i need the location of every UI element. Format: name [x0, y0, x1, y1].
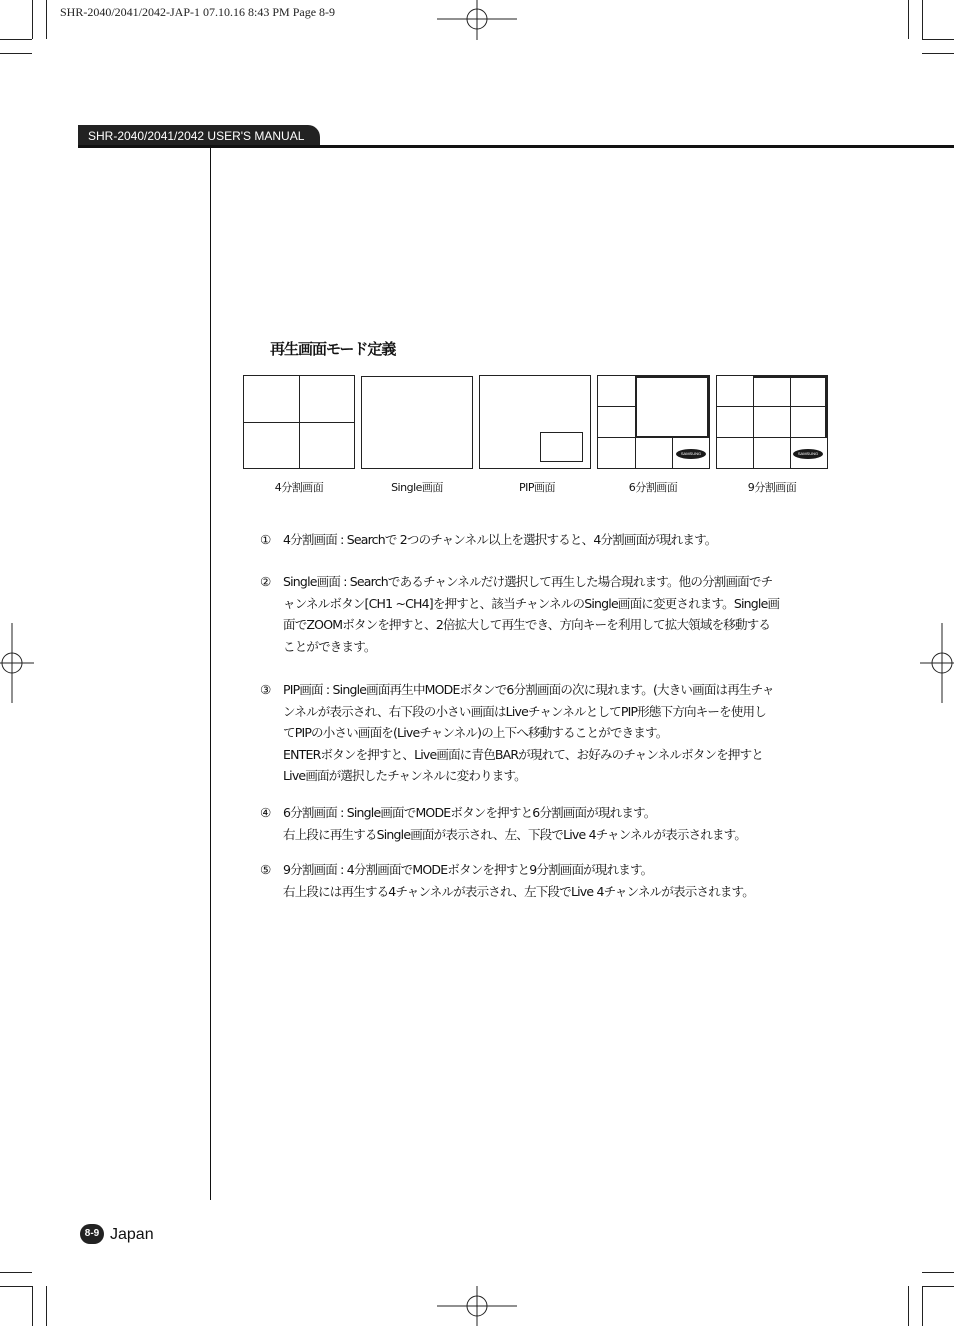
item-text: ことができます。	[283, 638, 376, 654]
crop-mark	[32, 1286, 33, 1326]
crop-mark	[908, 0, 909, 39]
crop-mark	[46, 1286, 47, 1326]
item-number: ③	[260, 682, 271, 697]
diagram-single	[361, 376, 473, 469]
crop-mark	[0, 1272, 32, 1273]
list-item	[260, 802, 820, 845]
margin-rule	[210, 148, 211, 1200]
item-text: 面でZOOMボタンを押すと、2倍拡大して再生でき、方向キーを利用して拡大領域を移動する	[283, 617, 771, 632]
pip-inset	[540, 432, 583, 462]
crop-mark	[46, 0, 47, 39]
footer-language: Japan	[110, 1226, 154, 1243]
diagram-nine-split	[716, 375, 828, 469]
crop-mark	[922, 1272, 954, 1273]
item-number: ①	[260, 532, 271, 547]
item-text: 9分割画面 : 4分割画面でMODEボタンを押すと9分割画面が現れます。	[283, 862, 653, 877]
six-split-main-pane	[635, 376, 709, 438]
list-item	[260, 859, 820, 902]
crop-mark	[0, 39, 32, 40]
item-number: ④	[260, 805, 271, 820]
caption-six-split: 6分割画面	[628, 481, 678, 494]
item-text: PIP画面 : Single画面再生中MODEボタンで6分割画面の次に現れます。(大きい画面は再生チャ	[283, 682, 774, 697]
crop-mark	[922, 39, 954, 40]
registration-mark-left	[0, 623, 34, 703]
item-text: Live画面が選択したチャンネルに変わります。	[283, 768, 526, 783]
crop-mark	[908, 1286, 909, 1326]
item-text: 4分割画面 : Searchで 2つのチャンネル以上を選択すると、4分割画面が現れます。	[283, 532, 717, 547]
item-text: ャンネルボタン[CH1 ~CH4]を押すと、該当チャンネルのSingle画面に変更されます。Single画	[283, 595, 780, 611]
list-item	[260, 529, 820, 551]
samsung-logo: SAMSUNG	[793, 449, 823, 459]
item-text: てPIPの小さい画面を(Liveチャンネル)の上下へ移動することができます。	[283, 725, 668, 740]
item-text: 右上段に再生するSingle画面が表示され、左、下段でLive 4チャンネルが表示されます。	[283, 826, 747, 842]
diagram-six-split	[597, 375, 710, 469]
item-text: ンネルが表示され、右下段の小さい画面はLiveチャンネルとしてPIP形態下方向キーを使用し	[283, 703, 766, 719]
list-item	[260, 679, 820, 787]
item-number: ②	[260, 574, 271, 589]
crop-mark	[922, 1286, 923, 1326]
caption-pip: PIP画面	[518, 481, 555, 494]
item-text: 右上段には再生する4チャンネルが表示され、左下段でLive 4チャンネルが表示されます。	[283, 883, 754, 899]
crop-mark	[0, 1286, 32, 1287]
diagram-pip	[479, 375, 591, 469]
print-info: SHR-2040/2041/2042-JAP-1 07.10.16 8:43 PM Page 8-9	[60, 5, 336, 19]
page-number-badge: 8-9	[80, 1224, 104, 1244]
crop-mark	[922, 1286, 954, 1287]
manual-title-tab: SHR-2040/2041/2042 USER'S MANUAL	[78, 125, 320, 147]
caption-nine-split: 9分割画面	[747, 481, 797, 494]
item-text: Single画面 : Searchであるチャンネルだけ選択して再生した場合現れます。他の分割画面でチ	[283, 574, 773, 589]
section-title: 再生画面モード定義	[270, 340, 396, 358]
list-item	[260, 571, 820, 657]
registration-mark-top	[437, 0, 517, 40]
registration-mark-right	[920, 623, 954, 703]
crop-mark	[922, 0, 923, 39]
registration-mark-bottom	[437, 1286, 517, 1326]
crop-mark	[32, 0, 33, 39]
crop-mark	[0, 53, 32, 54]
samsung-logo: SAMSUNG	[676, 449, 706, 459]
caption-single: Single画面	[391, 481, 443, 494]
item-text: ENTERボタンを押すと、Live画面に青色BARが現れて、お好みのチャンネルボタンを押すと	[283, 746, 764, 762]
caption-quad-split: 4分割画面	[274, 481, 324, 494]
item-number: ⑤	[260, 862, 271, 877]
item-text: 6分割画面 : Single画面でMODEボタンを押すと6分割画面が現れます。	[283, 805, 656, 820]
crop-mark	[922, 53, 954, 54]
diagram-quad-split	[243, 375, 355, 469]
